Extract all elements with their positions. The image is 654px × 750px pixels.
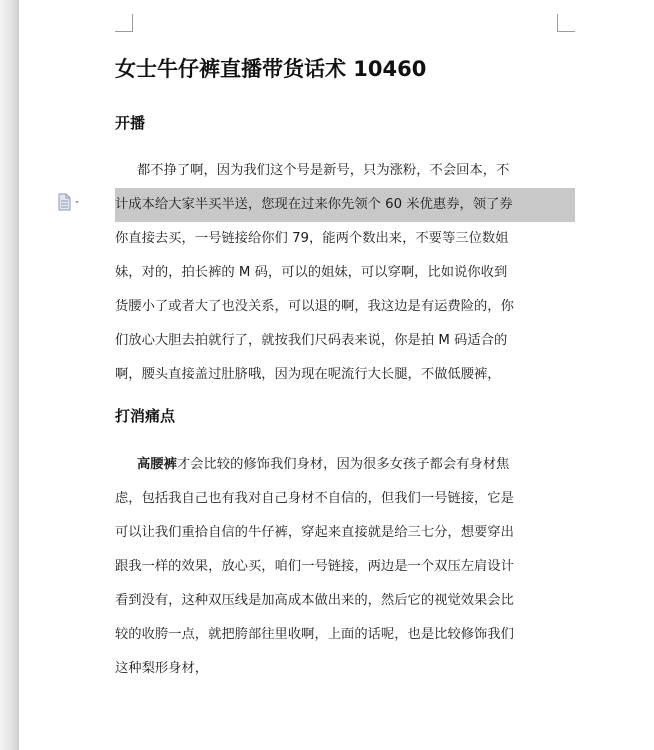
- paragraph-line: 较的收胯一点，就把胯部往里收啊，上面的话呢，也是比较修饰我们: [115, 627, 514, 642]
- paragraph-line: [115, 448, 575, 482]
- section-heading-kaibo: 开播: [115, 114, 146, 132]
- paragraph-line: 这种梨形身材，: [115, 661, 209, 676]
- paragraph-line: 们放心大胆去拍就行了，就按我们尺码表来说，你是拍 M 码适合的: [115, 333, 508, 348]
- paragraph-line: 可以让我们重拾自信的牛仔裤，穿起来直接就是给三七分，想要穿出: [115, 525, 514, 540]
- paragraph-line: 虑，包括我自己也有我对自己身材不自信的，但我们一号链接，它是: [115, 491, 514, 506]
- margin-corner-top-left: [115, 14, 133, 32]
- document-left-margin: [0, 0, 19, 750]
- paragraph-pain-points: [115, 448, 575, 686]
- chevron-down-icon: [75, 201, 79, 204]
- paragraph-line: 啊，腰头直接盖过肚脐哦，因为现在呢流行大长腿，不做低腰裤，: [115, 367, 501, 382]
- paragraph-line: 货腰小了或者大了也没关系，可以退的啊，我这边是有运费险的，你: [115, 299, 514, 314]
- paragraph-line: 你直接去买，一号链接给你们 79，能两个数出来，不要等三位数姐: [115, 231, 509, 246]
- paragraph-options-button[interactable]: [57, 193, 83, 211]
- document-title: 女士牛仔裤直播带货话术 10460: [115, 57, 427, 81]
- margin-corner-top-right: [557, 14, 575, 32]
- paragraph-line: 都不挣了啊，因为我们这个号是新号，只为涨粉，不会回本，不: [137, 163, 510, 178]
- document-icon: [57, 193, 83, 211]
- paragraph-line-selected[interactable]: 计成本给大家半买半送，您现在过来你先领个 60 米优惠券，领了券: [115, 188, 575, 222]
- bold-phrase: 高腰裤: [137, 457, 177, 472]
- paragraph-line: 跟我一样的效果，放心买，咱们一号链接，两边是一个双压左肩设计: [115, 559, 514, 574]
- section-heading-pain-points: 打消痛点: [115, 407, 176, 425]
- document-page[interactable]: [19, 0, 654, 750]
- paragraph-line: 看到没有，这种双压线是加高成本做出来的，然后它的视觉效果会比: [115, 593, 514, 608]
- paragraph-line: 妹，对的，拍长裤的 M 码，可以的姐妹，可以穿啊，比如说你收到: [115, 265, 508, 280]
- paragraph-kaibo: [115, 154, 575, 392]
- paragraph-line-rest: 才会比较的修饰我们身材，因为很多女孩子都会有身材焦: [176, 457, 510, 472]
